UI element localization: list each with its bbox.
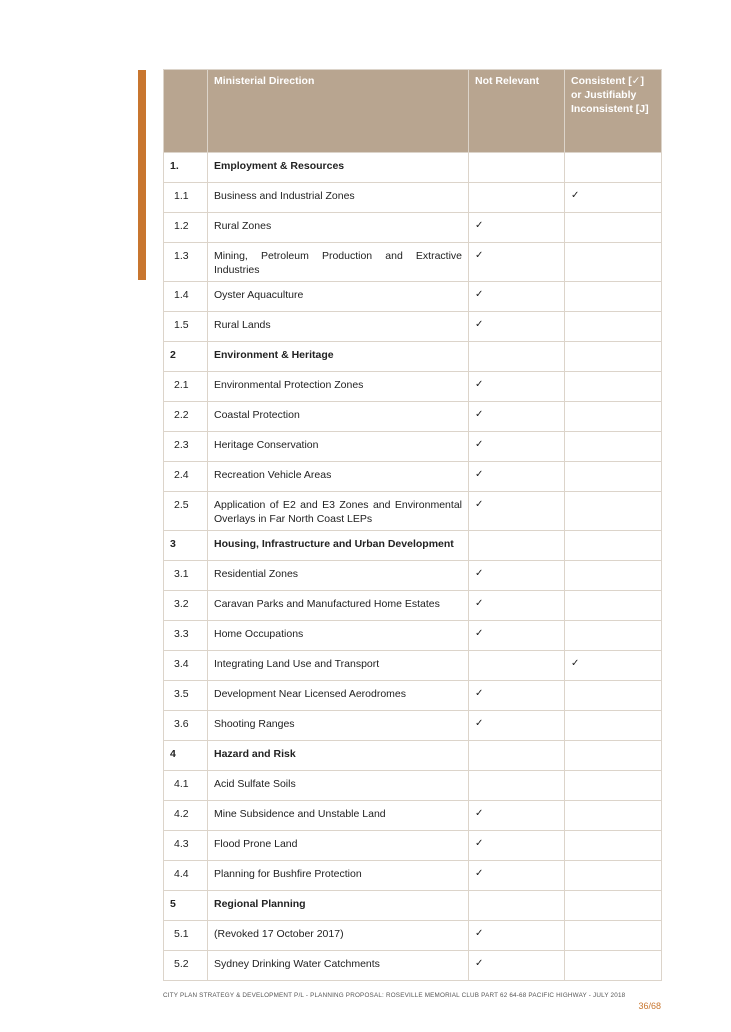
ministerial-direction-cell: Acid Sulfate Soils <box>208 771 469 801</box>
consistent-cell: ✓ <box>565 651 662 681</box>
ministerial-direction-cell: Application of E2 and E3 Zones and Environmental Overlays in Far North Coast LEPs <box>208 492 469 531</box>
consistent-cell <box>565 402 662 432</box>
ministerial-direction-cell: Environment & Heritage <box>208 342 469 372</box>
header-consistent-line: [J] <box>635 103 649 115</box>
not-relevant-cell: ✓ <box>469 711 565 741</box>
row-number: 3 <box>164 531 208 561</box>
consistent-cell <box>565 372 662 402</box>
row-number: 4.2 <box>164 801 208 831</box>
ministerial-direction-cell: Caravan Parks and Manufactured Home Estates <box>208 591 469 621</box>
consistent-cell <box>565 591 662 621</box>
consistent-cell: ✓ <box>565 183 662 213</box>
table-row <box>164 213 662 243</box>
row-number: 3.4 <box>164 651 208 681</box>
section-row <box>164 891 662 921</box>
table-row <box>164 651 662 681</box>
not-relevant-cell: ✓ <box>469 921 565 951</box>
row-number: 2.5 <box>164 492 208 531</box>
not-relevant-cell: ✓ <box>469 462 565 492</box>
ministerial-direction-cell: Mining, Petroleum Production and Extractive Industries <box>208 243 469 282</box>
consistent-cell <box>565 771 662 801</box>
section-row <box>164 741 662 771</box>
table-row <box>164 561 662 591</box>
table-row <box>164 402 662 432</box>
table-body <box>164 153 662 981</box>
consistent-cell <box>565 921 662 951</box>
not-relevant-cell: ✓ <box>469 282 565 312</box>
ministerial-direction-cell: Mine Subsidence and Unstable Land <box>208 801 469 831</box>
row-number: 2.4 <box>164 462 208 492</box>
table-row <box>164 312 662 342</box>
ministerial-directions-table <box>163 69 662 981</box>
row-number: 3.5 <box>164 681 208 711</box>
header-consistent-line: Inconsistent <box>571 103 633 115</box>
consistent-cell <box>565 951 662 981</box>
consistent-cell <box>565 243 662 282</box>
not-relevant-cell <box>469 183 565 213</box>
table-row <box>164 831 662 861</box>
table-row <box>164 921 662 951</box>
ministerial-direction-cell: Residential Zones <box>208 561 469 591</box>
row-number: 3.2 <box>164 591 208 621</box>
ministerial-direction-cell: Heritage Conservation <box>208 432 469 462</box>
ministerial-direction-cell: Oyster Aquaculture <box>208 282 469 312</box>
section-row <box>164 531 662 561</box>
not-relevant-cell: ✓ <box>469 681 565 711</box>
row-number: 4.3 <box>164 831 208 861</box>
not-relevant-cell <box>469 771 565 801</box>
table-row <box>164 951 662 981</box>
ministerial-direction-cell: Regional Planning <box>208 891 469 921</box>
not-relevant-cell: ✓ <box>469 432 565 462</box>
not-relevant-cell: ✓ <box>469 372 565 402</box>
row-number: 5.2 <box>164 951 208 981</box>
consistent-cell <box>565 561 662 591</box>
ministerial-direction-cell: Integrating Land Use and Transport <box>208 651 469 681</box>
consistent-cell <box>565 711 662 741</box>
table-row <box>164 243 662 282</box>
section-row <box>164 342 662 372</box>
consistent-cell <box>565 342 662 372</box>
table-row <box>164 591 662 621</box>
row-number: 4 <box>164 741 208 771</box>
row-number: 4.4 <box>164 861 208 891</box>
row-number: 5.1 <box>164 921 208 951</box>
not-relevant-cell: ✓ <box>469 213 565 243</box>
ministerial-direction-cell: Rural Lands <box>208 312 469 342</box>
not-relevant-cell <box>469 741 565 771</box>
table-row <box>164 681 662 711</box>
not-relevant-cell: ✓ <box>469 621 565 651</box>
footer-text: CITY PLAN STRATEGY & DEVELOPMENT P/L - PLANNING PROPOSAL: ROSEVILLE MEMORIAL CLUB PART 62 64-68 PACIFIC HIGHWAY - JULY 2018 <box>163 992 626 999</box>
ministerial-direction-cell: Home Occupations <box>208 621 469 651</box>
header-consistent-line: Consistent <box>571 75 626 87</box>
row-number: 3.6 <box>164 711 208 741</box>
consistent-cell <box>565 741 662 771</box>
not-relevant-cell <box>469 153 565 183</box>
ministerial-direction-cell: Recreation Vehicle Areas <box>208 462 469 492</box>
table-row <box>164 462 662 492</box>
not-relevant-cell <box>469 651 565 681</box>
row-number: 1.3 <box>164 243 208 282</box>
ministerial-direction-cell: Hazard and Risk <box>208 741 469 771</box>
header-consistent-line: [✓] or <box>571 75 644 101</box>
ministerial-direction-cell: Business and Industrial Zones <box>208 183 469 213</box>
consistent-cell <box>565 153 662 183</box>
consistent-cell <box>565 282 662 312</box>
not-relevant-cell: ✓ <box>469 243 565 282</box>
not-relevant-cell: ✓ <box>469 561 565 591</box>
table-row <box>164 801 662 831</box>
not-relevant-cell: ✓ <box>469 801 565 831</box>
section-row <box>164 153 662 183</box>
consistent-cell <box>565 861 662 891</box>
header-consistent <box>565 70 662 153</box>
not-relevant-cell <box>469 342 565 372</box>
table-row <box>164 432 662 462</box>
not-relevant-cell: ✓ <box>469 861 565 891</box>
row-number: 2 <box>164 342 208 372</box>
not-relevant-cell: ✓ <box>469 492 565 531</box>
ministerial-direction-cell: (Revoked 17 October 2017) <box>208 921 469 951</box>
ministerial-direction-cell: Development Near Licensed Aerodromes <box>208 681 469 711</box>
not-relevant-cell <box>469 531 565 561</box>
not-relevant-cell: ✓ <box>469 831 565 861</box>
row-number: 5 <box>164 891 208 921</box>
consistent-cell <box>565 891 662 921</box>
accent-bar <box>138 70 146 280</box>
ministerial-direction-cell: Planning for Bushfire Protection <box>208 861 469 891</box>
table-row <box>164 372 662 402</box>
header-not-relevant: Not Relevant <box>469 70 565 153</box>
consistent-cell <box>565 531 662 561</box>
ministerial-direction-cell: Sydney Drinking Water Catchments <box>208 951 469 981</box>
header-ministerial-direction: Ministerial Direction <box>208 70 469 153</box>
row-number: 3.3 <box>164 621 208 651</box>
consistent-cell <box>565 312 662 342</box>
table-row <box>164 492 662 531</box>
consistent-cell <box>565 462 662 492</box>
row-number: 2.1 <box>164 372 208 402</box>
not-relevant-cell: ✓ <box>469 591 565 621</box>
table-row <box>164 282 662 312</box>
row-number: 1.5 <box>164 312 208 342</box>
not-relevant-cell: ✓ <box>469 312 565 342</box>
table-row <box>164 771 662 801</box>
ministerial-direction-cell: Employment & Resources <box>208 153 469 183</box>
table-row <box>164 711 662 741</box>
row-number: 2.2 <box>164 402 208 432</box>
row-number: 4.1 <box>164 771 208 801</box>
row-number: 1. <box>164 153 208 183</box>
ministerial-direction-cell: Environmental Protection Zones <box>208 372 469 402</box>
consistent-cell <box>565 681 662 711</box>
row-number: 1.2 <box>164 213 208 243</box>
ministerial-direction-cell: Flood Prone Land <box>208 831 469 861</box>
consistent-cell <box>565 432 662 462</box>
row-number: 1.1 <box>164 183 208 213</box>
table-row <box>164 861 662 891</box>
row-number: 1.4 <box>164 282 208 312</box>
table-row <box>164 621 662 651</box>
table-row <box>164 183 662 213</box>
header-num <box>164 70 208 153</box>
header-consistent-line: Justifiably <box>584 89 637 101</box>
table-header-row <box>164 70 662 153</box>
consistent-cell <box>565 831 662 861</box>
not-relevant-cell: ✓ <box>469 951 565 981</box>
not-relevant-cell: ✓ <box>469 402 565 432</box>
ministerial-direction-cell: Shooting Ranges <box>208 711 469 741</box>
consistent-cell <box>565 213 662 243</box>
page-number: 36/68 <box>638 1001 661 1011</box>
consistent-cell <box>565 492 662 531</box>
consistent-cell <box>565 801 662 831</box>
row-number: 2.3 <box>164 432 208 462</box>
ministerial-direction-cell: Coastal Protection <box>208 402 469 432</box>
ministerial-direction-cell: Housing, Infrastructure and Urban Development <box>208 531 469 561</box>
consistent-cell <box>565 621 662 651</box>
ministerial-direction-cell: Rural Zones <box>208 213 469 243</box>
row-number: 3.1 <box>164 561 208 591</box>
not-relevant-cell <box>469 891 565 921</box>
